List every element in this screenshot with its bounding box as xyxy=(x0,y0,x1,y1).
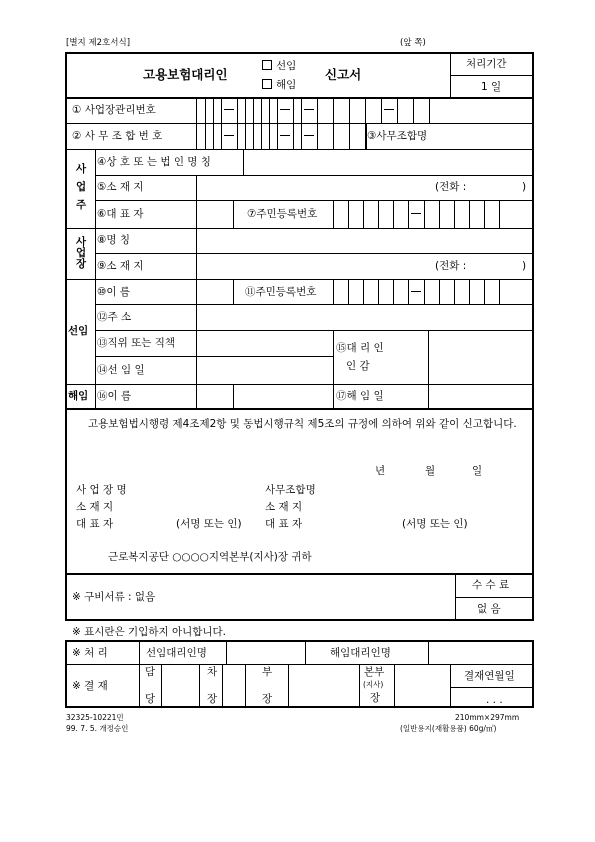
label-workplace-address: ⑨소 재 지 xyxy=(97,260,144,272)
approval-date-dots: . . . xyxy=(486,694,503,706)
group-appoint: 선임 xyxy=(68,325,89,337)
rep-resident-number-grid[interactable] xyxy=(333,200,534,228)
required-documents: ※ 구비서류 : 없음 xyxy=(72,591,156,603)
approval-manager-1: 부 xyxy=(262,666,273,678)
group-owner-2: 업 xyxy=(76,181,87,193)
approval-head-1: 본부 xyxy=(364,666,385,678)
form-title-suffix: 신고서 xyxy=(325,67,362,82)
group-workplace-2: 업 xyxy=(76,247,87,259)
workplace-phone-label: (전화 : xyxy=(435,260,467,272)
label-dismiss-date: ⑰해 임 일 xyxy=(336,390,384,402)
business-id-grid[interactable] xyxy=(196,97,450,123)
form-approval-date: 99. 7. 5. 개정승인 xyxy=(66,724,129,733)
period-label: 처리기간 xyxy=(466,58,507,70)
label-dismissed-name: ⑯이 름 xyxy=(97,390,132,402)
agent-resident-number-grid[interactable] xyxy=(333,279,534,304)
owner-phone-label: (전화 : xyxy=(435,181,467,193)
workplace-phone-close: ) xyxy=(522,260,527,272)
group-owner-3: 주 xyxy=(76,199,87,211)
label-position: ⑬직위 또는 직책 xyxy=(97,337,176,349)
approval-staff-2: 당 xyxy=(145,693,156,705)
group-dismiss: 해임 xyxy=(68,390,89,402)
approval-head-2: (지사) xyxy=(363,680,384,689)
sig-right-address: 소 재 지 xyxy=(265,501,303,513)
approval-deputy-2: 장 xyxy=(207,693,218,705)
approval-date-label: 결재연월일 xyxy=(464,670,515,682)
label-business-id: ① 사업장관리번호 xyxy=(72,104,156,116)
fee-label: 수 수 료 xyxy=(472,579,510,591)
option-dismiss[interactable]: 해임 xyxy=(262,79,296,91)
approval-head-3: 장 xyxy=(370,692,381,704)
label-agent-seal-2: 인 감 xyxy=(346,360,370,372)
date-year: 년 xyxy=(375,465,386,477)
page-side: (앞 쪽) xyxy=(400,38,426,48)
group-workplace-1: 사 xyxy=(76,236,87,248)
label-rep-resident-number: ⑦주민등록번호 xyxy=(247,208,318,220)
sig-left-sign: (서명 또는 인) xyxy=(176,518,242,530)
sig-left-rep: 대 표 자 xyxy=(76,518,114,530)
dismiss-checkbox[interactable] xyxy=(262,79,272,89)
label-appoint-date: ⑭선 임 일 xyxy=(97,364,145,376)
paper-type: (일반용지(재활용품) 60g/㎡) xyxy=(400,724,497,733)
group-workplace-3: 장 xyxy=(76,258,87,270)
addressee: 근로복지공단 ○○○○지역본부(지사)장 귀하 xyxy=(108,551,312,563)
label-agent-address: ⑫주 소 xyxy=(97,311,132,323)
label-union-name: ③사무조합명 xyxy=(367,130,428,142)
label-representative: ⑥대 표 자 xyxy=(97,208,144,220)
sig-right-name: 사무조합명 xyxy=(265,484,316,496)
date-day: 일 xyxy=(472,465,483,477)
approval-label: ※ 결 재 xyxy=(72,680,108,692)
group-owner-1: 사 xyxy=(76,163,87,175)
sig-left-name: 사 업 장 명 xyxy=(76,484,127,496)
approval-manager-2: 장 xyxy=(262,693,273,705)
appoint-checkbox[interactable] xyxy=(262,60,272,70)
form-code: 32325-10221민 xyxy=(66,713,124,722)
dismissed-agent-name-label: 해임대리인명 xyxy=(330,647,391,659)
sig-right-sign: (서명 또는 인) xyxy=(402,518,468,530)
label-agent-resident-number: ⑪주민등록번호 xyxy=(245,286,317,298)
label-workplace-name: ⑧명 칭 xyxy=(97,234,131,246)
office-union-id-grid[interactable] xyxy=(196,123,366,149)
owner-phone-close: ) xyxy=(522,181,527,193)
sig-right-rep: 대 표 자 xyxy=(265,518,303,530)
label-owner-address: ⑤소 재 지 xyxy=(97,181,144,193)
form-number: [별지 제2호서식] xyxy=(66,38,131,48)
fee-value: 없 음 xyxy=(477,603,501,615)
paper-size: 210mm×297mm xyxy=(455,713,520,722)
label-company-name: ④상 호 또 는 법 인 명 칭 xyxy=(97,156,211,168)
period-value: 1 일 xyxy=(481,81,502,93)
approval-staff-1: 담 xyxy=(145,666,156,678)
option-appoint[interactable]: 선임 xyxy=(262,60,296,72)
label-union-number: ② 사 무 조 합 번 호 xyxy=(72,130,163,142)
sig-left-address: 소 재 지 xyxy=(76,501,114,513)
processing-label: ※ 처 리 xyxy=(72,647,108,659)
appointed-agent-name-label: 선임대리인명 xyxy=(146,647,207,659)
declaration-text: 고용보험법시행령 제4조제2항 및 동법시행규칙 제5조의 규정에 의하여 위와 같이 신고합니다. xyxy=(88,418,517,430)
office-use-note: ※ 표시란은 기입하지 아니합니다. xyxy=(72,626,227,638)
label-agent-name: ⑩이 름 xyxy=(97,286,131,298)
date-month: 월 xyxy=(425,465,436,477)
form-title: 고용보험대리인 xyxy=(143,67,228,82)
label-agent-seal: ⑮대 리 인 xyxy=(336,342,384,354)
approval-deputy-1: 차 xyxy=(207,666,218,678)
